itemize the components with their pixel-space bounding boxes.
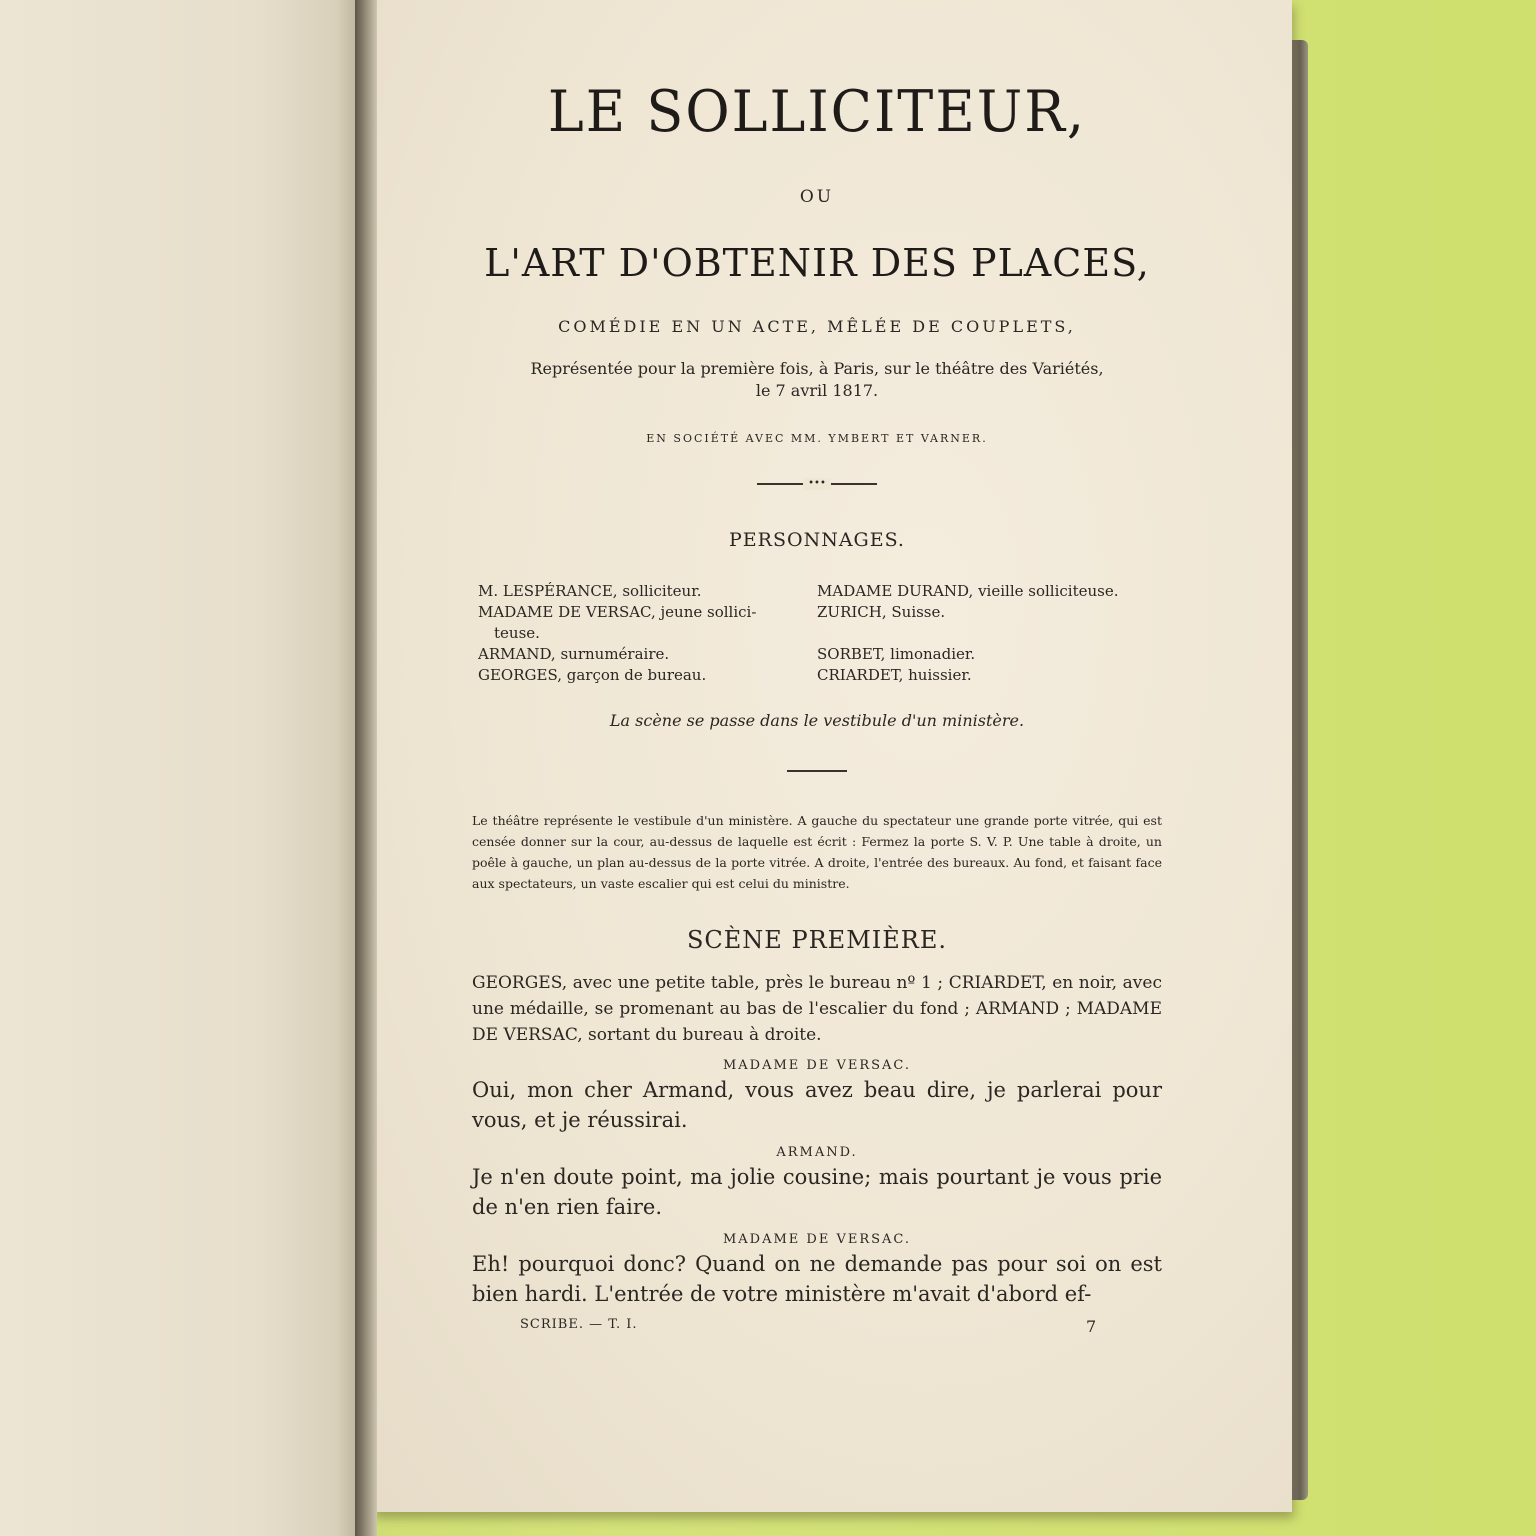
speaker-name: ARMAND. <box>776 1145 858 1160</box>
personnage-entry: SORBET, limonadier. <box>817 645 976 663</box>
personnage-entry: MADAME DE VERSAC, jeune sollici- <box>478 603 757 621</box>
personnages-right-column <box>817 581 1167 686</box>
personnage-entry: ARMAND, surnuméraire. <box>478 645 670 663</box>
personnage-entry: GEORGES, garçon de bureau. <box>478 666 707 684</box>
ornament-divider <box>757 478 877 489</box>
left-page <box>0 0 362 1536</box>
scene-heading: SCÈNE PREMIÈRE. <box>686 926 947 954</box>
page-footer <box>472 1317 1162 1341</box>
book-gutter <box>355 0 377 1536</box>
speaker-name: MADAME DE VERSAC. <box>722 1058 912 1073</box>
personnage-entry: MADAME DURAND, vieille solliciteuse. <box>817 582 1119 600</box>
scene-location: La scène se passe dans le vestibule d'un ministère. <box>609 711 1025 730</box>
speaker-name: MADAME DE VERSAC. <box>722 1232 912 1247</box>
personnage-entry: ZURICH, Suisse. <box>817 603 946 621</box>
speech-text: Oui, mon cher Armand, vous avez beau dire, je parlerai pour vous, et je réussirai. <box>472 1078 1162 1132</box>
personnage-entry <box>817 623 1167 644</box>
speech-text: Je n'en doute point, ma jolie cousine; mais pourtant je vous prie de n'en rien faire. <box>472 1165 1162 1219</box>
play-subtitle: L'ART D'OBTENIR DES PLACES, <box>484 241 1150 285</box>
right-page <box>372 0 1292 1512</box>
play-title: LE SOLLICITEUR, <box>547 78 1087 145</box>
personnages-heading: PERSONNAGES. <box>729 529 905 551</box>
representation-line-1: Représentée pour la première fois, à Paris, sur le théâtre des Variétés, <box>530 359 1104 378</box>
signature-mark: SCRIBE. — T. I. <box>520 1317 638 1332</box>
personnage-entry: CRIARDET, huissier. <box>817 666 972 684</box>
genre-line: COMÉDIE EN UN ACTE, MÊLÉE DE COUPLETS, <box>558 317 1076 336</box>
ou-text: OU <box>799 187 835 207</box>
scene-direction: GEORGES, avec une petite table, près le bureau nº 1 ; CRIARDET, en noir, avec une médaille, se promenant au bas de l'escalier du fond ; ARMAND ; MADAME DE VERSAC, sortant du bureau à droite. <box>472 973 1162 1045</box>
representation-note <box>472 358 1162 402</box>
personnage-entry: M. LESPÉRANCE, solliciteur. <box>478 582 702 600</box>
ornament-dots: ••• <box>803 478 831 490</box>
speech-text: Eh! pourquoi donc? Quand on ne demande pas pour soi on est bien hardi. L'entrée de votre ministère m'avait d'abord ef- <box>472 1252 1162 1306</box>
society-line: EN SOCIÉTÉ AVEC MM. YMBERT ET VARNER. <box>646 432 988 445</box>
personnages-left-column <box>478 581 778 686</box>
personnage-entry: teuse. <box>494 624 540 642</box>
stage-direction: Le théâtre représente le vestibule d'un ministère. A gauche du spectateur une grande porte vitrée, qui est censée donner sur la cour, au-dessus de laquelle est écrit : Fermez la porte S. V. P. Une table à droite, un poêle à gauche, un plan au-dessus de la porte vitrée. A droite, l'entrée des bureaux. Au fond, et faisant face aux spectateurs, un vaste escalier qui est celui du ministre. <box>472 813 1162 891</box>
page-number: 7 <box>1086 1317 1097 1336</box>
page-content <box>472 70 1162 1341</box>
personnages-list <box>472 581 1162 684</box>
representation-line-2: le 7 avril 1817. <box>755 381 879 400</box>
section-rule <box>787 770 847 772</box>
